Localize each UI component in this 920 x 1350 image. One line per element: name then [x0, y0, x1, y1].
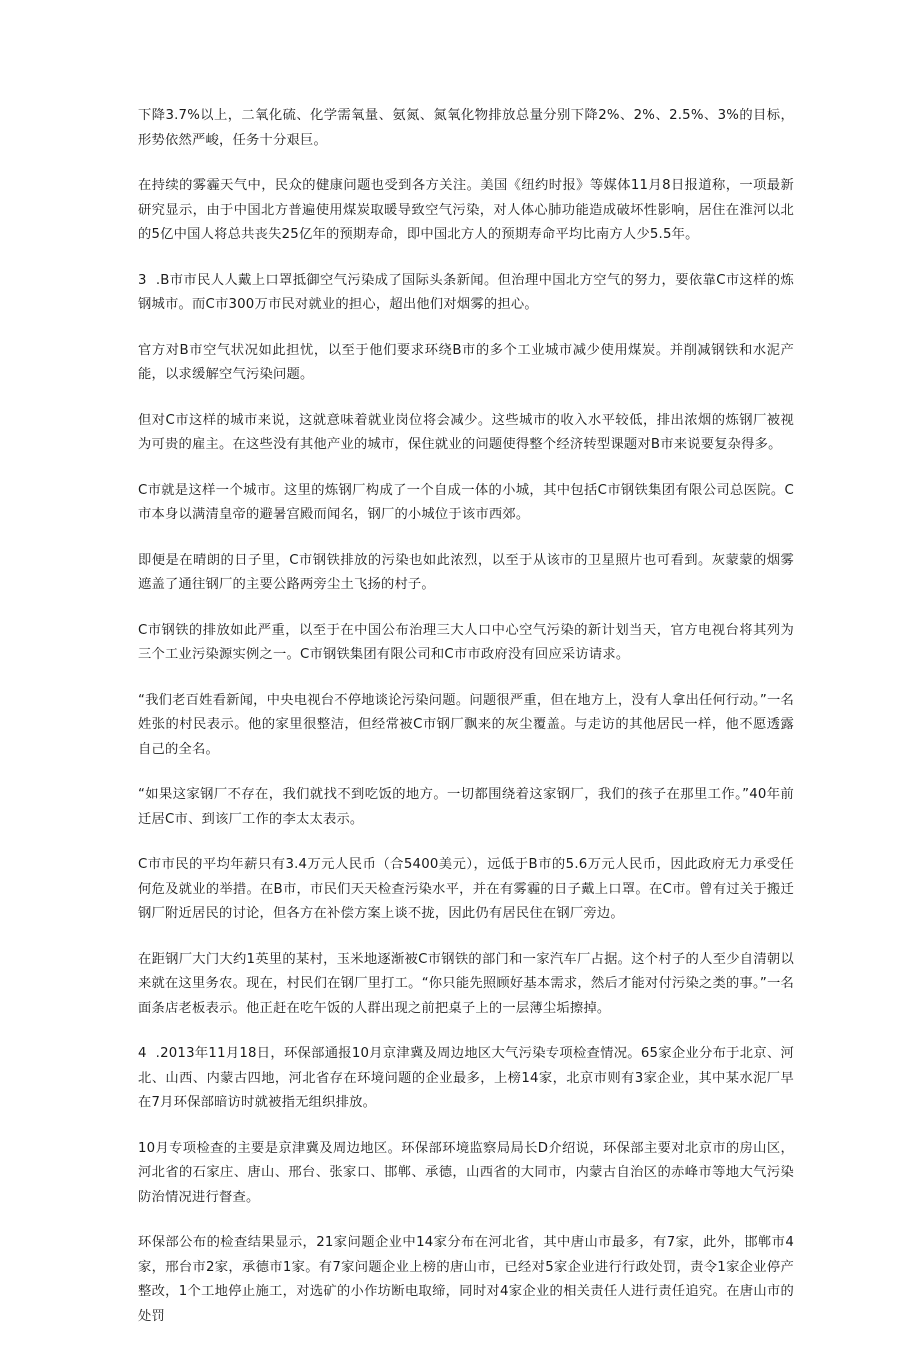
paragraph-12: 在距钢厂大门大约1英里的某村，玉米地逐渐被C市钢铁的部门和一家汽车厂占据。这个村子的人至少自清朝以来就在这里务农。现在，村民们在钢厂里打工。“你只能先照顾好基本需求，然后才能对付污染之类的事。”一名面条店老板表示。他正赶在吃午饭的人群出现之前把桌子上的一层薄尘垢擦掉。: [138, 951, 794, 1016]
paragraph-13: 4 .2013年11月18日，环保部通报10月京津冀及周边地区大气污染专项检查情况。65家企业分布于北京、河北、山西、内蒙古四地，河北省存在环境问题的企业最多，上榜14家，北京市则有3家企业，其中某水泥厂早在7月环保部暗访时就被指无组织排放。: [138, 1046, 794, 1110]
paragraph-7: 即便是在晴朗的日子里，C市钢铁排放的污染也如此浓烈，以至于从该市的卫星照片也可看到。灰蒙蒙的烟雾遮盖了通往钢厂的主要公路两旁尘土飞扬的村子。: [138, 552, 794, 592]
paragraph-11: C市市民的平均年薪只有3.4万元人民币（合5400美元），远低于B市的5.6万元人民币，因此政府无力承受任何危及就业的举措。在B市，市民们天天检查污染水平，并在有雾霾的日子戴上口罩。在C市。曾有过关于搬迁钢厂附近居民的讨论，但各方在补偿方案上谈不拢，因此仍有居民住在钢厂旁边。: [138, 857, 794, 921]
paragraph-9: “我们老百姓看新闻，中央电视台不停地谈论污染问题。问题很严重，但在地方上，没有人拿出任何行动。”一名姓张的村民表示。他的家里很整洁，但经常被C市钢厂飘来的灰尘覆盖。与走访的其他居民一样，他不愿透露自己的全名。: [138, 692, 794, 757]
paragraph-5: 但对C市这样的城市来说，这就意味着就业岗位将会减少。这些城市的收入水平较低，排出浓烟的炼钢厂被视为可贵的雇主。在这些没有其他产业的城市，保住就业的问题使得整个经济转型课题对B市来说要复杂得多。: [138, 412, 794, 452]
document-body: [138, 104, 794, 1350]
paragraph-4: 官方对B市空气状况如此担忧，以至于他们要求环绕B市的多个工业城市减少使用煤炭。并削减钢铁和水泥产能，以求缓解空气污染问题。: [138, 342, 794, 382]
paragraph-14: 10月专项检查的主要是京津冀及周边地区。环保部环境监察局局长D介绍说，环保部主要对北京市的房山区，河北省的石家庄、唐山、邢台、张家口、邯郸、承德，山西省的大同市，内蒙古自治区的赤峰市等地大气污染防治情况进行督查。: [138, 1140, 794, 1205]
paragraph-1: 下降3.7%以上，二氧化硫、化学需氧量、氨氮、氮氧化物排放总量分别下降2%、2%、2.5%、3%的目标，形势依然严峻，任务十分艰巨。: [138, 108, 794, 148]
paragraph-2: 在持续的雾霾天气中，民众的健康问题也受到各方关注。美国《纽约时报》等媒体11月8日报道称，一项最新研究显示，由于中国北方普遍使用煤炭取暖导致空气污染，对人体心肺功能造成破坏性影响，居住在淮河以北的5亿中国人将总共丧失25亿年的预期寿命，即中国北方人的预期寿命平均比南方人少5.5年。: [138, 178, 794, 242]
paragraph-10: “如果这家钢厂不存在，我们就找不到吃饭的地方。一切都围绕着这家钢厂，我们的孩子在那里工作。”40年前迁居C市、到该厂工作的李太太表示。: [138, 787, 794, 827]
paragraph-6: C市就是这样一个城市。这里的炼钢厂构成了一个自成一体的小城，其中包括C市钢铁集团有限公司总医院。C市本身以满清皇帝的避暑宫殿而闻名，钢厂的小城位于该市西郊。: [138, 482, 794, 522]
paragraph-15: 环保部公布的检查结果显示，21家问题企业中14家分布在河北省，其中唐山市最多，有7家，此外，邯郸市4家，邢台市2家，承德市1家。有7家问题企业上榜的唐山市，已经对5家企业进行行政处罚，责令1家企业停产整改，1个工地停止施工，对选矿的小作坊断电取缔，同时对4家企业的相关责任人进行责任追究。在唐山市的处罚: [138, 1235, 794, 1324]
paragraph-3: 3 .B市市民人人戴上口罩抵御空气污染成了国际头条新闻。但治理中国北方空气的努力，要依靠C市这样的炼钢城市。而C市300万市民对就业的担心，超出他们对烟雾的担心。: [138, 272, 794, 312]
paragraph-8: C市钢铁的排放如此严重，以至于在中国公布治理三大人口中心空气污染的新计划当天，官方电视台将其列为三个工业污染源实例之一。C市钢铁集团有限公司和C市市政府没有回应采访请求。: [138, 622, 794, 662]
